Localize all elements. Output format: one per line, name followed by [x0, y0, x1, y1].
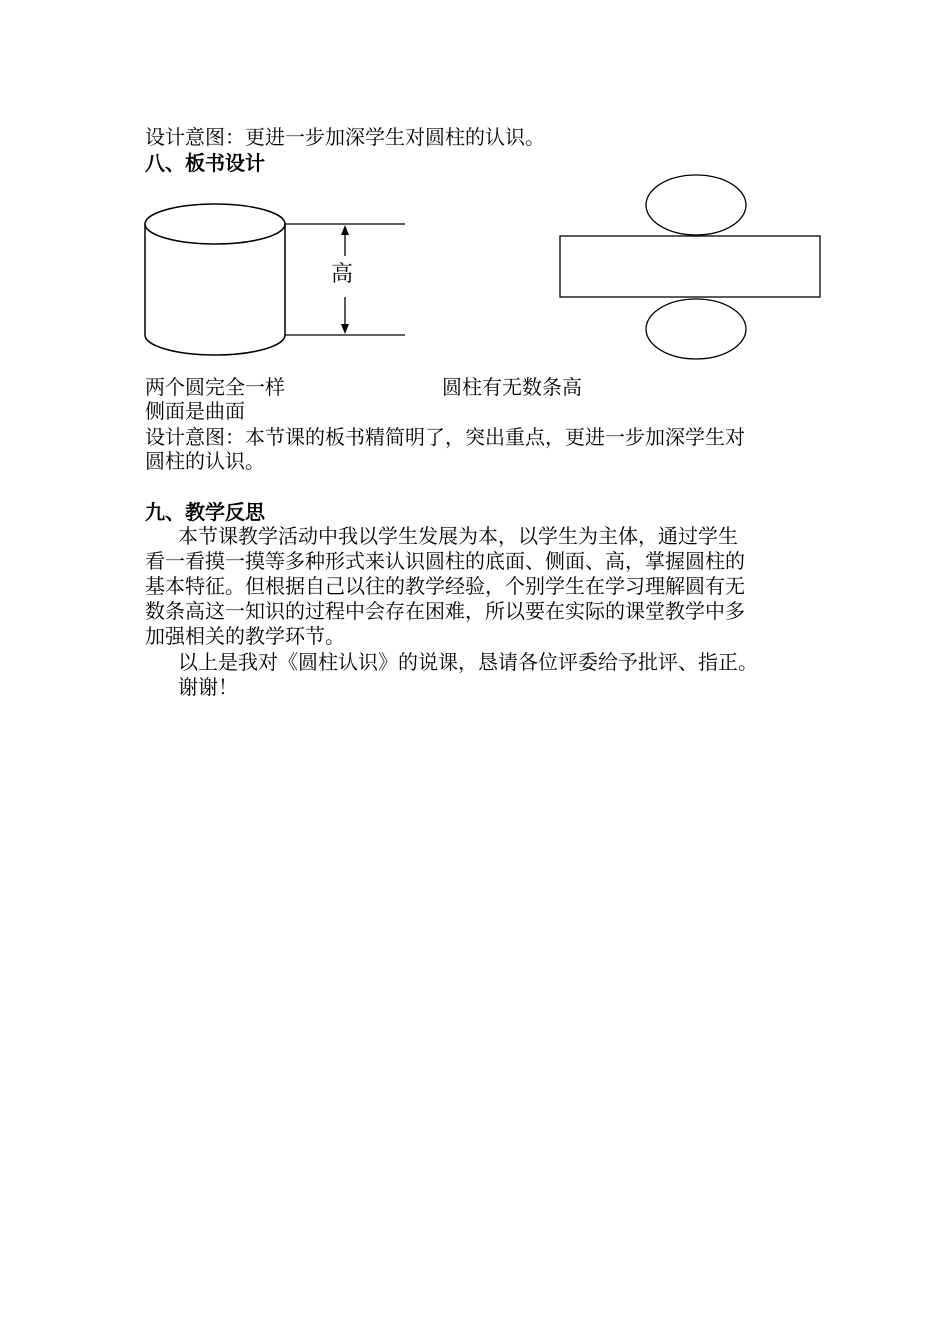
caption-side: 侧面是曲面 [145, 399, 245, 423]
reflection-line-3: 基本特征。但根据自己以往的教学经验，个别学生在学习理解圆有无 [145, 574, 745, 598]
reflection-line-5: 加强相关的教学环节。 [145, 624, 345, 648]
caption-left: 两个圆完全一样 [145, 375, 285, 399]
board-design-figure [0, 0, 950, 400]
closing-line: 以上是我对《圆柱认识》的说课，恳请各位评委给予批评、指正。 [178, 650, 758, 674]
top-circle [646, 175, 746, 235]
caption-right: 圆柱有无数条高 [442, 375, 582, 399]
design-intent-1: 设计意图：更进一步加深学生对圆柱的认识。 [145, 125, 545, 149]
height-label: 高 [331, 262, 354, 287]
cylinder-net [560, 175, 820, 359]
reflection-line-1: 本节课教学活动中我以学生发展为本，以学生为主体，通过学生 [178, 524, 738, 548]
design-intent-2-line2: 圆柱的认识。 [145, 449, 265, 473]
section8-title: 八、板书设计 [145, 151, 265, 175]
thanks-line: 谢谢！ [178, 675, 238, 699]
bottom-circle [646, 299, 746, 359]
reflection-line-2: 看一看摸一摸等多种形式来认识圆柱的底面、侧面、高，掌握圆柱的 [145, 549, 745, 573]
lateral-rectangle [560, 236, 820, 297]
design-intent-2-line1: 设计意图：本节课的板书精简明了，突出重点，更进一步加深学生对 [145, 425, 745, 449]
reflection-line-4: 数条高这一知识的过程中会存在困难，所以要在实际的课堂教学中多 [145, 599, 745, 623]
section9-title: 九、教学反思 [145, 500, 265, 524]
cylinder-shape [145, 204, 285, 355]
